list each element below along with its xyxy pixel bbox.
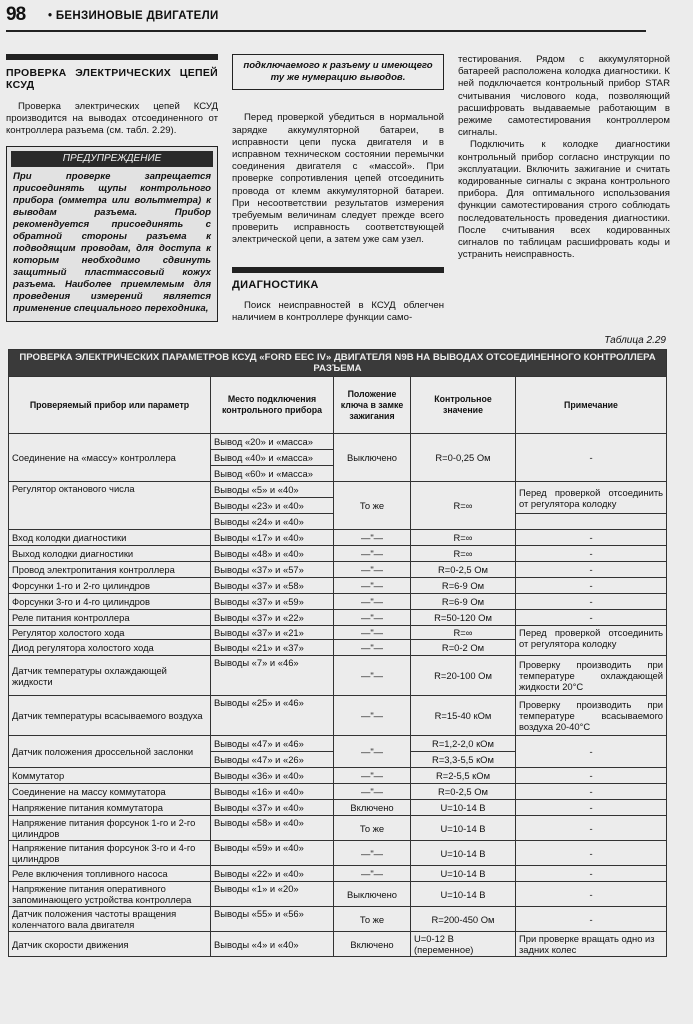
chapter-title: • БЕНЗИНОВЫЕ ДВИГАТЕЛИ xyxy=(48,10,219,22)
pins-cell: Выводы «1» и «20» xyxy=(211,882,334,907)
table-row xyxy=(9,434,667,450)
key-cell: Выключено xyxy=(334,882,411,907)
value-cell: R=∞ xyxy=(411,546,516,562)
value-cell: R=∞ xyxy=(411,626,516,640)
table-row xyxy=(9,562,667,578)
pins-cell: Выводы «37» и «22» xyxy=(211,610,334,626)
note-cell: При проверке вращать одно из задних колес xyxy=(516,932,667,957)
note-cell: - xyxy=(516,594,667,610)
key-cell: Включено xyxy=(334,800,411,816)
table-row xyxy=(9,932,667,957)
pins-cell: Выводы «48» и «40» xyxy=(211,546,334,562)
value-cell: R=3,3-5,5 кОм xyxy=(411,752,516,768)
note-cell: - xyxy=(516,768,667,784)
key-cell: —"— xyxy=(334,784,411,800)
note-cell: - xyxy=(516,866,667,882)
value-cell: R=∞ xyxy=(411,482,516,530)
param-cell: Датчик положения дроссельной заслонки xyxy=(9,736,211,768)
value-cell: R=15-40 кОм xyxy=(411,696,516,736)
note-cell: Перед проверкой отсоединить от регулятора колодку xyxy=(516,626,667,656)
note-cell: - xyxy=(516,800,667,816)
pins-cell: Выводы «37» и «59» xyxy=(211,594,334,610)
note-cell: - xyxy=(516,736,667,768)
table-row xyxy=(9,546,667,562)
column-1 xyxy=(6,54,218,322)
note-cell-empty xyxy=(516,514,667,530)
table-row xyxy=(9,907,667,932)
table-row xyxy=(9,482,667,498)
page-number: 98 xyxy=(6,4,26,25)
connect-paragraph: Подключить к колодке диагностики контрольный прибор согласно инструкции по эксплуатации. Включить зажигание и считать кодированные сигналы с экрана контрольного прибора. Для оптимального использования функции самотестирования строго соблюдать последовательность проведения диагностики. После считывания всех кодированных сигналов по таблицам расшифровать коды и устранить неисправность. xyxy=(458,139,670,261)
table-row xyxy=(9,841,667,866)
key-cell: —"— xyxy=(334,736,411,768)
note-cell: - xyxy=(516,434,667,482)
key-cell: —"— xyxy=(334,530,411,546)
value-cell: R=20-100 Ом xyxy=(411,656,516,696)
param-cell: Регулятор холостого хода xyxy=(9,626,211,640)
value-cell: U=10-14 В xyxy=(411,866,516,882)
key-cell: Включено xyxy=(334,932,411,957)
param-cell: Напряжение питания форсунок 1-го и 2-го цилиндров xyxy=(9,816,211,841)
key-cell: —"— xyxy=(334,562,411,578)
column-2 xyxy=(232,54,444,324)
param-cell: Соединение на массу коммутатора xyxy=(9,784,211,800)
note-cell: - xyxy=(516,907,667,932)
diagnostics-paragraph: Поиск неисправностей в КСУД облегчен наличием в контроллере функции само- xyxy=(232,299,444,324)
col-header-note: Примечание xyxy=(516,377,667,434)
column-3 xyxy=(458,54,670,261)
key-cell: То же xyxy=(334,482,411,530)
table-row xyxy=(9,656,667,696)
param-cell: Напряжение питания коммутатора xyxy=(9,800,211,816)
value-cell: U=10-14 В xyxy=(411,816,516,841)
pins-cell: Выводы «37» и «58» xyxy=(211,578,334,594)
pins-cell: Выводы «4» и «40» xyxy=(211,932,334,957)
param-cell: Датчик температуры всасываемого воздуха xyxy=(9,696,211,736)
table-row xyxy=(9,626,667,640)
key-cell: То же xyxy=(334,907,411,932)
value-cell: R=∞ xyxy=(411,530,516,546)
table-row xyxy=(9,610,667,626)
value-cell: R=1,2-2,0 кОм xyxy=(411,736,516,752)
note-cell: - xyxy=(516,562,667,578)
warning-continuation: подключаемого к разъему и имеющего ту же нумерацию выводов. xyxy=(232,54,444,90)
param-cell: Напряжение питания форсунок 3-го и 4-го цилиндров xyxy=(9,841,211,866)
key-cell: —"— xyxy=(334,626,411,640)
table-row xyxy=(9,816,667,841)
table-row xyxy=(9,594,667,610)
pins-cell: Выводы «25» и «46» xyxy=(211,696,334,736)
note-cell: - xyxy=(516,546,667,562)
value-cell: R=0-2,5 Ом xyxy=(411,784,516,800)
table-row xyxy=(9,696,667,736)
value-cell: R=200-450 Ом xyxy=(411,907,516,932)
param-cell: Датчик положения частоты вращения коленчатого вала двигателя xyxy=(9,907,211,932)
warning-title: ПРЕДУПРЕЖДЕНИЕ xyxy=(11,151,213,167)
key-cell: —"— xyxy=(334,546,411,562)
note-cell: - xyxy=(516,578,667,594)
note-cell: - xyxy=(516,816,667,841)
value-cell: U=0-12 В (переменное) xyxy=(411,932,516,957)
key-cell: —"— xyxy=(334,841,411,866)
key-cell: —"— xyxy=(334,656,411,696)
param-cell: Регулятор октанового числа xyxy=(9,482,211,530)
pins-cell: Выводы «36» и «40» xyxy=(211,768,334,784)
param-cell: Реле включения топливного насоса xyxy=(9,866,211,882)
warning-box xyxy=(6,146,218,322)
table-row xyxy=(9,530,667,546)
pins-cell: Выводы «24» и «40» xyxy=(211,514,334,530)
warning-text: При проверке запрещается присоединять щупы контрольного прибора (омметра или вольтметра) к выводам разъема. Прибор рекомендуется присоединять с обратной стороны разъема к подводящим проводам, для доступа к которым необходимо сдвинуть защитный пластмассовый кожух разъема. Наиболее приемлемым для проведения измерений является применение специального переходника, xyxy=(13,170,211,314)
note-cell: Проверку производить при температуре охлаждающей жидкости 20°С xyxy=(516,656,667,696)
pins-cell: Выводы «37» и «21» xyxy=(211,626,334,640)
value-cell: R=6-9 Ом xyxy=(411,578,516,594)
pins-cell: Выводы «47» и «46» xyxy=(211,736,334,752)
key-cell: —"— xyxy=(334,866,411,882)
table-row xyxy=(9,768,667,784)
pins-cell: Вывод «60» и «масса» xyxy=(211,466,334,482)
pins-cell: Выводы «5» и «40» xyxy=(211,482,334,498)
key-cell: —"— xyxy=(334,594,411,610)
value-cell: R=6-9 Ом xyxy=(411,594,516,610)
param-cell: Датчик температуры охлаждающей жидкости xyxy=(9,656,211,696)
pins-cell: Вывод «40» и «масса» xyxy=(211,450,334,466)
param-cell: Датчик скорости движения xyxy=(9,932,211,957)
note-cell: - xyxy=(516,784,667,800)
value-cell: R=50-120 Ом xyxy=(411,610,516,626)
note-cell: Проверку производить при температуре всасываемого воздуха 20-40°С xyxy=(516,696,667,736)
param-cell: Форсунки 1-го и 2-го цилиндров xyxy=(9,578,211,594)
param-cell: Форсунки 3-го и 4-го цилиндров xyxy=(9,594,211,610)
pins-cell: Выводы «23» и «40» xyxy=(211,498,334,514)
col-header-value: Контрольное значение xyxy=(411,377,516,434)
note-cell: - xyxy=(516,841,667,866)
table-title: ПРОВЕРКА ЭЛЕКТРИЧЕСКИХ ПАРАМЕТРОВ КСУД «FORD EEC IV» ДВИГАТЕЛЯ N9B НА ВЫВОДАХ ОТСОЕДИНЕННОГО КОНТРОЛЛЕРА РАЗЪЕМА xyxy=(9,350,667,377)
section-bar xyxy=(6,54,218,60)
pins-cell: Выводы «37» и «57» xyxy=(211,562,334,578)
param-cell: Вход колодки диагностики xyxy=(9,530,211,546)
table-row xyxy=(9,866,667,882)
note-cell: - xyxy=(516,610,667,626)
pins-cell: Выводы «55» и «56» xyxy=(211,907,334,932)
value-cell: R=2-5,5 кОм xyxy=(411,768,516,784)
table-caption: Таблица 2.29 xyxy=(604,335,666,346)
col-header-param: Проверяемый прибор или параметр xyxy=(9,377,211,434)
pins-cell: Выводы «16» и «40» xyxy=(211,784,334,800)
param-cell: Напряжение питания оперативного запоминающего устройства контроллера xyxy=(9,882,211,907)
pins-cell: Выводы «58» и «40» xyxy=(211,816,334,841)
table-row xyxy=(9,882,667,907)
value-cell: R=0-2,5 Ом xyxy=(411,562,516,578)
pins-cell: Вывод «20» и «масса» xyxy=(211,434,334,450)
param-cell: Соединение на «массу» контроллера xyxy=(9,434,211,482)
value-cell: U=10-14 В xyxy=(411,841,516,866)
param-cell: Диод регулятора холостого хода xyxy=(9,640,211,656)
key-cell: То же xyxy=(334,816,411,841)
value-cell: R=0-2 Ом xyxy=(411,640,516,656)
pins-cell: Выводы «17» и «40» xyxy=(211,530,334,546)
pins-cell: Выводы «59» и «40» xyxy=(211,841,334,866)
param-cell: Коммутатор xyxy=(9,768,211,784)
key-cell: —"— xyxy=(334,768,411,784)
check-paragraph: Перед проверкой убедиться в нормальной зарядке аккумуляторной батареи, в исправности цепи пуска двигателя и в исправном техническом состоянии перемычки соединения двигателя с «массой». При проверке сопротивления цепей отсоединить провода от клемм аккумуляторной батареи. При несоответствии результатов измерения требуемым величинам следует прежде всего проверить исправность соответствующей электрической цепи, а затем уже сам узел. xyxy=(232,112,444,246)
param-cell: Провод электропитания контроллера xyxy=(9,562,211,578)
pins-cell: Выводы «22» и «40» xyxy=(211,866,334,882)
param-cell: Выход колодки диагностики xyxy=(9,546,211,562)
parameters-table xyxy=(8,349,667,957)
col-header-pins: Место подключения контрольного прибора xyxy=(211,377,334,434)
key-cell: —"— xyxy=(334,610,411,626)
table-row xyxy=(9,578,667,594)
value-cell: U=10-14 В xyxy=(411,800,516,816)
section-title: ПРОВЕРКА ЭЛЕКТРИЧЕСКИХ ЦЕПЕЙ КСУД xyxy=(6,67,218,91)
param-cell: Реле питания контроллера xyxy=(9,610,211,626)
pins-cell: Выводы «47» и «26» xyxy=(211,752,334,768)
intro-paragraph: Проверка электрических цепей КСУД производится на выводах отсоединенного от контроллера разъема (см. табл. 2.29). xyxy=(6,101,218,137)
pins-cell: Выводы «7» и «46» xyxy=(211,656,334,696)
table-row xyxy=(9,784,667,800)
key-cell: —"— xyxy=(334,640,411,656)
value-cell: U=10-14 В xyxy=(411,882,516,907)
note-cell: Перед проверкой отсоединить от регулятора колодку xyxy=(516,482,667,514)
table-row xyxy=(9,800,667,816)
page-header xyxy=(6,2,646,32)
selftest-paragraph: тестирования. Рядом с аккумуляторной батареей расположена колодка диагностики. К ней подключается контрольный прибор STAR считывания числового кода, позволяющий расшифровать выдаваемые работающим в режиме самотестирования контроллером сигналы. xyxy=(458,54,670,139)
value-cell: R=0-0,25 Ом xyxy=(411,434,516,482)
key-cell: —"— xyxy=(334,578,411,594)
diagnostics-title: ДИАГНОСТИКА xyxy=(232,278,319,291)
note-cell: - xyxy=(516,882,667,907)
col-header-key: Положение ключа в замке зажигания xyxy=(334,377,411,434)
pins-cell: Выводы «21» и «37» xyxy=(211,640,334,656)
key-cell: Выключено xyxy=(334,434,411,482)
note-cell: - xyxy=(516,530,667,546)
key-cell: —"— xyxy=(334,696,411,736)
section-bar-2 xyxy=(232,267,444,273)
table-row xyxy=(9,736,667,752)
pins-cell: Выводы «37» и «40» xyxy=(211,800,334,816)
